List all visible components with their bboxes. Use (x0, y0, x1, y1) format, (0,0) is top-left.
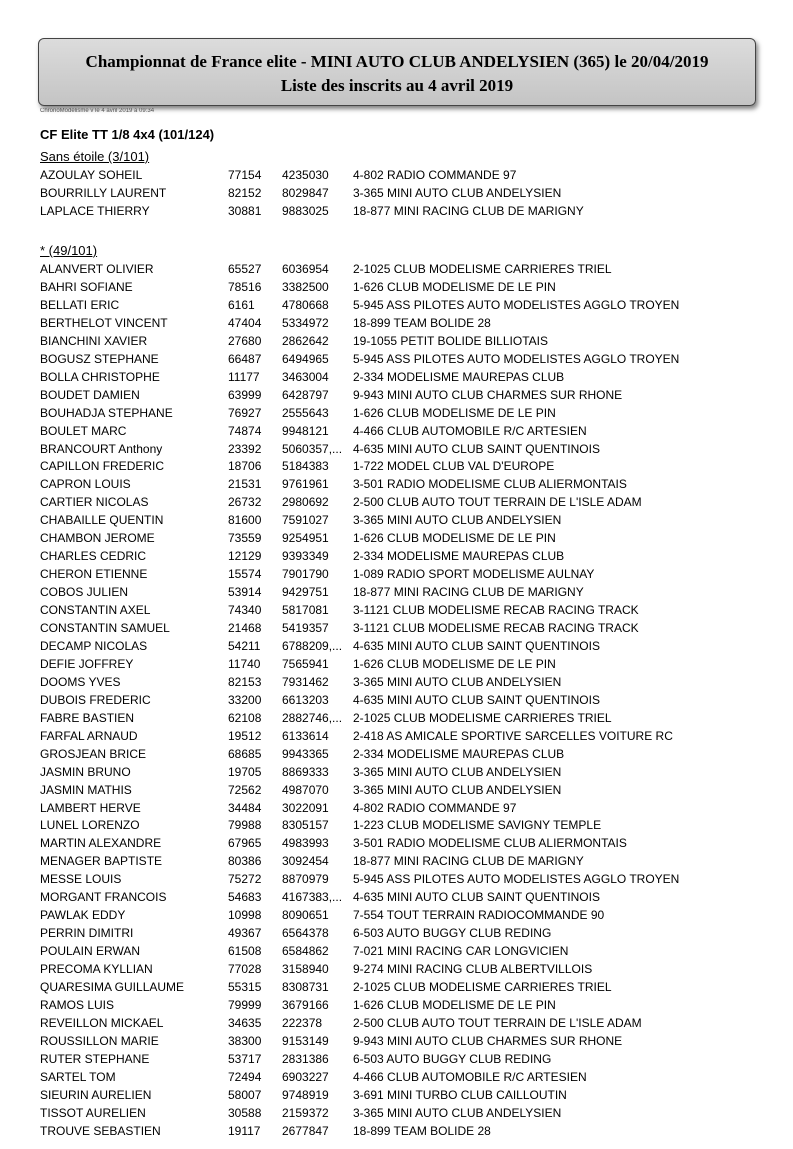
entrant-name: MENAGER BAPTISTE (40, 854, 163, 869)
licence-number: 3092454 (282, 854, 329, 869)
club-name: 2-500 CLUB AUTO TOUT TERRAIN DE L'ISLE ADAM (353, 1015, 642, 1030)
entrant-name: LAPLACE THIERRY (40, 203, 150, 218)
entrant-name: BOGUSZ STEPHANE (40, 351, 159, 366)
entrant-name: DEFIE JOFFREY (40, 656, 134, 671)
member-number: 72562 (228, 782, 262, 797)
club-name: 19-1055 PETIT BOLIDE BILLIOTAIS (353, 333, 548, 348)
club-name: 2-334 MODELISME MAUREPAS CLUB (353, 369, 565, 384)
licence-number: 4987070 (282, 782, 329, 797)
licence-number: 6494965 (282, 351, 329, 366)
licence-number: 9254951 (282, 531, 329, 546)
entrant-name: COBOS JULIEN (40, 585, 129, 600)
entrant-name: BOULET MARC (40, 423, 127, 438)
licence-number: 7931462 (282, 674, 329, 689)
licence-number: 9153149 (282, 1033, 329, 1048)
member-number: 47404 (228, 315, 262, 330)
licence-number: 222378 (282, 1015, 323, 1030)
member-number: 55315 (228, 980, 262, 994)
club-name: 2-418 AS AMICALE SPORTIVE SARCELLES VOITURE RC (353, 728, 673, 743)
member-number: 11740 (228, 656, 261, 671)
club-name: 4-466 CLUB AUTOMOBILE R/C ARTESIEN (353, 1069, 587, 1084)
member-number: 10998 (228, 908, 262, 923)
licence-number: 6613203 (282, 692, 329, 707)
licence-number: 5817081 (282, 603, 329, 618)
club-name: 3-365 MINI AUTO CLUB ANDELYSIEN (353, 782, 562, 797)
club-name: 7-021 MINI RACING CAR LONGVICIEN (353, 944, 569, 959)
club-name: 2-1025 CLUB MODELISME CARRIERES TRIEL (353, 262, 612, 276)
entrant-name: DECAMP NICOLAS (40, 638, 148, 653)
entrant-name: BOUHADJA STEPHANE (40, 405, 173, 420)
club-name: 9-943 MINI AUTO CLUB CHARMES SUR RHONE (353, 387, 623, 402)
licence-number: 3463004 (282, 369, 329, 384)
club-name: 4-802 RADIO COMMANDE 97 (353, 800, 517, 815)
entrant-name: LAMBERT HERVE (40, 800, 141, 815)
licence-number: 2831386 (282, 1051, 329, 1066)
club-name: 3-1121 CLUB MODELISME RECAB RACING TRACK (353, 621, 639, 635)
entrant-name: CONSTANTIN AXEL (40, 603, 151, 618)
entrant-name: JASMIN MATHIS (40, 782, 132, 797)
member-number: 82152 (228, 185, 262, 200)
member-number: 49367 (228, 926, 262, 941)
club-name: 4-466 CLUB AUTOMOBILE R/C ARTESIEN (353, 423, 587, 438)
group-title: * (49/101) (40, 243, 98, 258)
licence-number: 6584862 (282, 944, 329, 959)
licence-number: 4235030 (282, 168, 329, 182)
entrant-name: BOLLA CHRISTOPHE (40, 369, 160, 384)
entrant-name: CHERON ETIENNE (40, 567, 148, 582)
licence-number: 7901790 (282, 567, 329, 582)
club-name: 3-501 RADIO MODELISME CLUB ALIERMONTAIS (353, 477, 627, 492)
member-number: 53717 (228, 1051, 262, 1066)
header-title: Championnat de France elite - MINI AUTO CLUB ANDELYSIEN (365) le 20/04/2019 (85, 52, 709, 71)
member-number: 82153 (228, 674, 262, 689)
licence-number: 7591027 (282, 513, 329, 528)
licence-number: 8305157 (282, 818, 329, 833)
category-title: CF Elite TT 1/8 4x4 (101/124) (40, 127, 215, 142)
entrant-name: QUARESIMA GUILLAUME (40, 980, 185, 994)
club-name: 1-626 CLUB MODELISME DE LE PIN (353, 279, 556, 294)
member-number: 19512 (228, 728, 262, 743)
entrant-name: AZOULAY SOHEIL (40, 168, 143, 182)
member-number: 30881 (228, 203, 262, 218)
club-name: 1-626 CLUB MODELISME DE LE PIN (353, 656, 556, 671)
club-name: 6-503 AUTO BUGGY CLUB REDING (353, 1051, 552, 1066)
entrant-name: DOOMS YVES (40, 674, 121, 689)
member-number: 38300 (228, 1033, 262, 1048)
entrant-name: PAWLAK EDDY (40, 908, 126, 923)
member-number: 77028 (228, 962, 262, 977)
club-name: 1-089 RADIO SPORT MODELISME AULNAY (353, 567, 595, 582)
club-name: 1-626 CLUB MODELISME DE LE PIN (353, 997, 556, 1012)
licence-number: 2555643 (282, 405, 329, 420)
member-number: 18706 (228, 459, 262, 474)
entrant-name: CONSTANTIN SAMUEL (40, 621, 170, 635)
member-number: 33200 (228, 692, 262, 707)
group-title: Sans étoile (3/101) (40, 149, 150, 164)
entrant-name: JASMIN BRUNO (40, 764, 131, 779)
club-name: 3-691 MINI TURBO CLUB CAILLOUTIN (353, 1087, 567, 1102)
entrant-name: BOUDET DAMIEN (40, 387, 140, 402)
member-number: 72494 (228, 1069, 262, 1084)
licence-number: 6564378 (282, 926, 329, 941)
entrant-name: CHAMBON JEROME (40, 531, 155, 546)
club-name: 3-365 MINI AUTO CLUB ANDELYSIEN (353, 513, 562, 528)
club-name: 2-1025 CLUB MODELISME CARRIERES TRIEL (353, 710, 612, 725)
licence-number: 4983993 (282, 836, 329, 851)
member-number: 79999 (228, 997, 262, 1012)
licence-number: 4780668 (282, 297, 329, 312)
licence-number: 5184383 (282, 459, 329, 474)
entrant-name: CHARLES CEDRIC (40, 549, 147, 564)
club-name: 1-626 CLUB MODELISME DE LE PIN (353, 531, 556, 546)
member-number: 34635 (228, 1015, 262, 1030)
licence-number: 8090651 (282, 908, 329, 923)
member-number: 74340 (228, 603, 262, 618)
entrant-name: BERTHELOT VINCENT (40, 315, 168, 330)
licence-number: 3022091 (282, 800, 329, 815)
member-number: 12129 (228, 549, 262, 564)
entrant-name: RUTER STEPHANE (40, 1051, 150, 1066)
member-number: 66487 (228, 351, 262, 366)
licence-number: 9948121 (282, 423, 329, 438)
licence-number: 8870979 (282, 872, 329, 887)
licence-number: 6788209,... (282, 638, 343, 653)
entrant-name: BELLATI ERIC (40, 297, 120, 312)
member-number: 79988 (228, 818, 262, 833)
club-name: 7-554 TOUT TERRAIN RADIOCOMMANDE 90 (353, 908, 605, 923)
club-name: 4-635 MINI AUTO CLUB SAINT QUENTINOIS (353, 638, 600, 653)
entrant-name: MESSE LOUIS (40, 872, 122, 887)
club-name: 18-877 MINI RACING CLUB DE MARIGNY (353, 854, 584, 869)
print-stamp: ChronoModélisme v le 4 avril 2019 à 09:34 (40, 108, 155, 114)
licence-number: 6133614 (282, 728, 329, 743)
member-number: 54211 (228, 638, 261, 653)
member-number: 68685 (228, 746, 262, 761)
entrant-name: MORGANT FRANCOIS (40, 890, 167, 905)
member-number: 76927 (228, 405, 262, 420)
entrant-name: SARTEL TOM (40, 1069, 116, 1084)
licence-number: 9393349 (282, 549, 329, 564)
entrant-name: CAPILLON FREDERIC (40, 459, 165, 474)
licence-number: 2159372 (282, 1105, 329, 1120)
entrant-name: FARFAL ARNAUD (40, 728, 138, 743)
licence-number: 6036954 (282, 262, 329, 276)
entrant-name: POULAIN ERWAN (40, 944, 141, 959)
licence-number: 4167383,... (282, 890, 343, 905)
licence-number: 5419357 (282, 621, 329, 635)
licence-number: 6903227 (282, 1069, 329, 1084)
member-number: 34484 (228, 800, 262, 815)
club-name: 18-899 TEAM BOLIDE 28 (353, 315, 491, 330)
club-name: 2-334 MODELISME MAUREPAS CLUB (353, 746, 565, 761)
member-number: 30588 (228, 1105, 262, 1120)
member-number: 65527 (228, 262, 262, 276)
entrant-name: BAHRI SOFIANE (40, 279, 133, 294)
club-name: 9-274 MINI RACING CLUB ALBERTVILLOIS (353, 962, 593, 977)
member-number: 62108 (228, 710, 262, 725)
licence-number: 5060357,... (282, 441, 343, 456)
entrant-name: REVEILLON MICKAEL (40, 1015, 164, 1030)
licence-number: 3679166 (282, 997, 329, 1012)
member-number: 6161 (228, 297, 255, 312)
member-number: 75272 (228, 872, 262, 887)
club-name: 18-877 MINI RACING CLUB DE MARIGNY (353, 585, 584, 600)
club-name: 2-334 MODELISME MAUREPAS CLUB (353, 549, 565, 564)
entrant-name: TISSOT AURELIEN (40, 1105, 146, 1120)
licence-number: 2862642 (282, 333, 329, 348)
member-number: 74874 (228, 423, 262, 438)
member-number: 54683 (228, 890, 262, 905)
club-name: 4-802 RADIO COMMANDE 97 (353, 168, 517, 182)
club-name: 4-635 MINI AUTO CLUB SAINT QUENTINOIS (353, 441, 600, 456)
member-number: 80386 (228, 854, 262, 869)
document-header (38, 38, 756, 106)
licence-number: 3158940 (282, 962, 329, 977)
entrant-name: PRECOMA KYLLIAN (40, 962, 153, 977)
club-name: 5-945 ASS PILOTES AUTO MODELISTES AGGLO TROYEN (353, 297, 680, 312)
licence-number: 3382500 (282, 279, 329, 294)
entrant-name: CHABAILLE QUENTIN (40, 513, 164, 528)
licence-number: 6428797 (282, 387, 329, 402)
licence-number: 9943365 (282, 746, 329, 761)
club-name: 2-500 CLUB AUTO TOUT TERRAIN DE L'ISLE ADAM (353, 495, 642, 510)
member-number: 21468 (228, 621, 262, 635)
member-number: 77154 (228, 168, 262, 182)
licence-number: 8029847 (282, 185, 329, 200)
member-number: 61508 (228, 944, 262, 959)
member-number: 73559 (228, 531, 262, 546)
entrant-name: BRANCOURT Anthony (40, 441, 163, 456)
entrant-name: TROUVE SEBASTIEN (40, 1123, 161, 1138)
club-name: 2-1025 CLUB MODELISME CARRIERES TRIEL (353, 980, 612, 994)
entrant-name: FABRE BASTIEN (40, 710, 135, 725)
club-name: 3-501 RADIO MODELISME CLUB ALIERMONTAIS (353, 836, 627, 851)
club-name: 4-635 MINI AUTO CLUB SAINT QUENTINOIS (353, 692, 600, 707)
entrant-name: MARTIN ALEXANDRE (40, 836, 162, 851)
licence-number: 2980692 (282, 495, 329, 510)
licence-number: 2882746,... (282, 710, 343, 725)
member-number: 63999 (228, 387, 262, 402)
member-number: 19705 (228, 764, 262, 779)
club-name: 3-365 MINI AUTO CLUB ANDELYSIEN (353, 764, 562, 779)
licence-number: 9761961 (282, 477, 329, 492)
club-name: 5-945 ASS PILOTES AUTO MODELISTES AGGLO TROYEN (353, 351, 680, 366)
licence-number: 9748919 (282, 1087, 329, 1102)
entrant-name: CARTIER NICOLAS (40, 495, 149, 510)
entrant-name: BIANCHINI XAVIER (40, 333, 148, 348)
entrant-name: PERRIN DIMITRI (40, 926, 134, 941)
member-number: 27680 (228, 333, 262, 348)
member-number: 23392 (228, 441, 262, 456)
club-name: 3-365 MINI AUTO CLUB ANDELYSIEN (353, 185, 562, 200)
member-number: 67965 (228, 836, 262, 851)
member-number: 78516 (228, 279, 262, 294)
club-name: 3-365 MINI AUTO CLUB ANDELYSIEN (353, 1105, 562, 1120)
club-name: 6-503 AUTO BUGGY CLUB REDING (353, 926, 552, 941)
club-name: 18-899 TEAM BOLIDE 28 (353, 1123, 491, 1138)
member-number: 21531 (228, 477, 262, 492)
entrant-name: RAMOS LUIS (40, 997, 115, 1012)
entrant-name: ALANVERT OLIVIER (40, 262, 154, 276)
entrant-name: SIEURIN AURELIEN (40, 1087, 152, 1102)
licence-number: 2677847 (282, 1123, 329, 1138)
header-subtitle: Liste des inscrits au 4 avril 2019 (280, 76, 514, 95)
entrant-name: CAPRON LOUIS (40, 477, 131, 492)
entrant-name: DUBOIS FREDERIC (40, 692, 151, 707)
member-number: 19117 (228, 1123, 261, 1138)
member-number: 58007 (228, 1087, 262, 1102)
member-number: 81600 (228, 513, 262, 528)
member-number: 53914 (228, 585, 262, 600)
member-number: 26732 (228, 495, 262, 510)
entrant-name: BOURRILLY LAURENT (40, 185, 167, 200)
club-name: 4-635 MINI AUTO CLUB SAINT QUENTINOIS (353, 890, 600, 905)
club-name: 3-365 MINI AUTO CLUB ANDELYSIEN (353, 674, 562, 689)
licence-number: 8308731 (282, 980, 329, 994)
club-name: 5-945 ASS PILOTES AUTO MODELISTES AGGLO TROYEN (353, 872, 680, 887)
member-number: 15574 (228, 567, 262, 582)
entrant-name: ROUSSILLON MARIE (40, 1033, 159, 1048)
club-name: 1-722 MODEL CLUB VAL D'EUROPE (353, 459, 555, 474)
club-name: 18-877 MINI RACING CLUB DE MARIGNY (353, 203, 584, 218)
club-name: 9-943 MINI AUTO CLUB CHARMES SUR RHONE (353, 1033, 623, 1048)
licence-number: 9883025 (282, 203, 329, 218)
licence-number: 5334972 (282, 315, 329, 330)
licence-number: 7565941 (282, 656, 329, 671)
entrant-name: LUNEL LORENZO (40, 818, 140, 833)
licence-number: 8869333 (282, 764, 329, 779)
club-name: 3-1121 CLUB MODELISME RECAB RACING TRACK (353, 603, 639, 618)
licence-number: 9429751 (282, 585, 329, 600)
club-name: 1-223 CLUB MODELISME SAVIGNY TEMPLE (353, 818, 602, 833)
entrant-name: GROSJEAN BRICE (40, 746, 147, 761)
club-name: 1-626 CLUB MODELISME DE LE PIN (353, 405, 556, 420)
member-number: 11177 (228, 369, 260, 384)
